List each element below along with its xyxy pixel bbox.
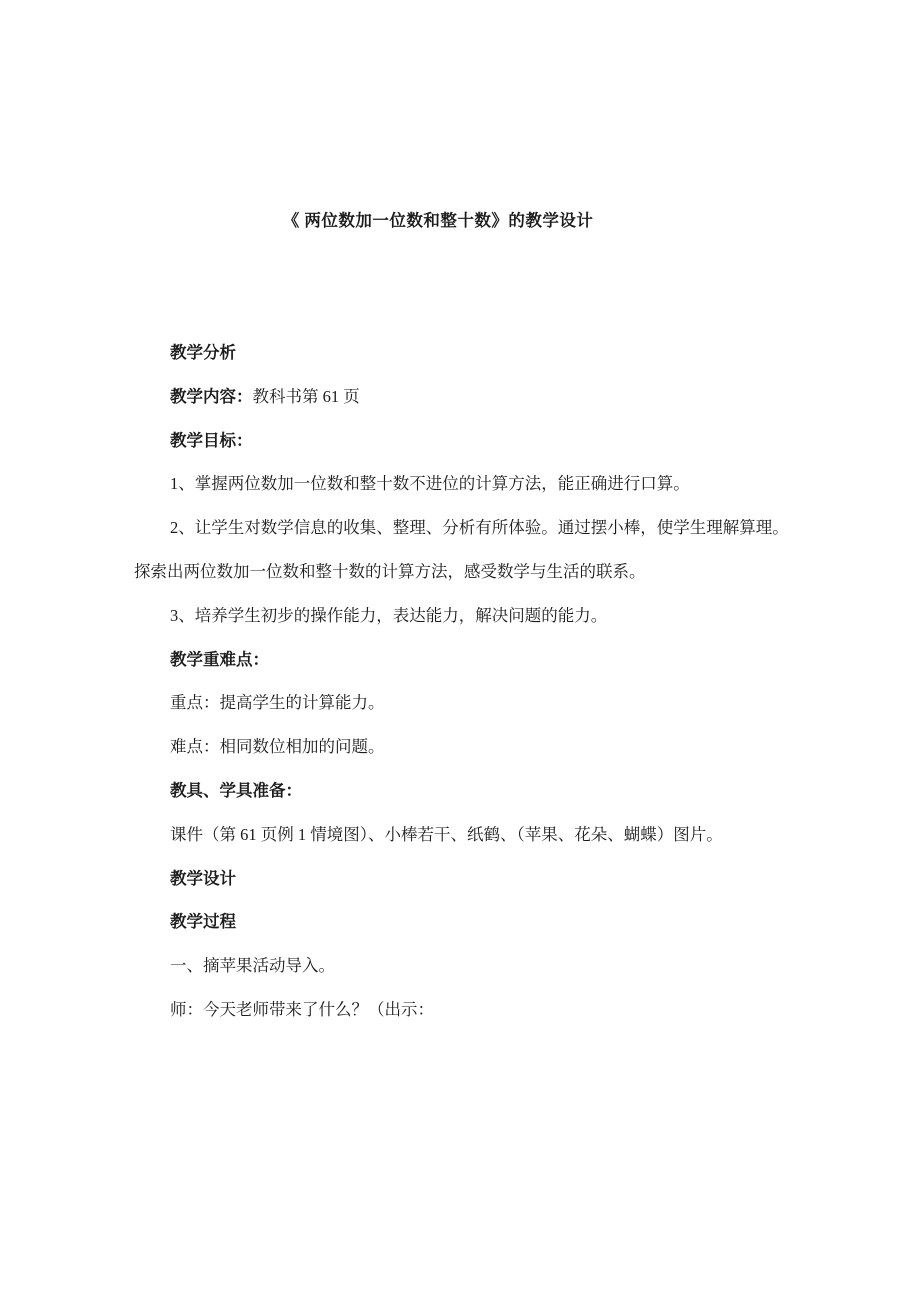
bold-label: 教学分析	[170, 343, 236, 362]
line-teacher-speech	[134, 988, 800, 1032]
line-aids-list	[134, 813, 800, 857]
line-activity-intro	[134, 944, 800, 988]
heading-teaching-aids	[134, 769, 800, 813]
line-text: 重点：提高学生的计算能力。	[170, 693, 385, 713]
line-text: 一、摘苹果活动导入。	[170, 956, 335, 976]
line-text: 1、掌握两位数加一位数和整十数不进位的计算方法，能正确进行口算。	[170, 474, 690, 494]
bold-label: 教学目标：	[170, 430, 253, 450]
line-text: 教科书第 61 页	[252, 386, 360, 406]
line-text: 探索出两位数加一位数和整十数的计算方法，感受数学与生活的联系。	[134, 561, 646, 581]
line-text: 师：今天老师带来了什么？（出示：	[170, 999, 434, 1019]
document-title: 《 两位数加一位数和整十数》的教学设计	[282, 211, 594, 230]
line-teaching-content	[134, 375, 800, 419]
line-text: 难点：相同数位相加的问题。	[170, 737, 385, 757]
heading-key-difficult-points	[134, 638, 800, 682]
line-objective-1	[134, 462, 800, 506]
heading-teaching-analysis	[134, 331, 800, 375]
bold-label: 教学设计	[170, 868, 236, 888]
heading-teaching-design	[134, 857, 800, 901]
line-objective-2-continued	[134, 550, 800, 594]
heading-teaching-objectives	[134, 419, 800, 463]
line-key-point	[134, 681, 800, 725]
line-difficult-point	[134, 725, 800, 769]
line-objective-2	[134, 506, 800, 550]
line-text: 3、培养学生初步的操作能力，表达能力，解决问题的能力。	[170, 605, 608, 625]
heading-teaching-process	[134, 900, 800, 944]
bold-label: 教具、学具准备：	[170, 780, 302, 800]
line-text: 课件（第 61 页例 1 情境图）、小棒若干、纸鹤、（苹果、花朵、蝴蝶）图片。	[170, 824, 723, 844]
line-text: 2、让学生对数学信息的收集、整理、分析有所体验。通过摆小棒，使学生理解算理。	[170, 518, 789, 538]
line-objective-3	[134, 594, 800, 638]
bold-label: 教学内容：	[170, 386, 253, 406]
document-body	[0, 331, 920, 1032]
bold-label: 教学重难点：	[170, 649, 269, 669]
bold-label: 教学过程	[170, 912, 236, 932]
